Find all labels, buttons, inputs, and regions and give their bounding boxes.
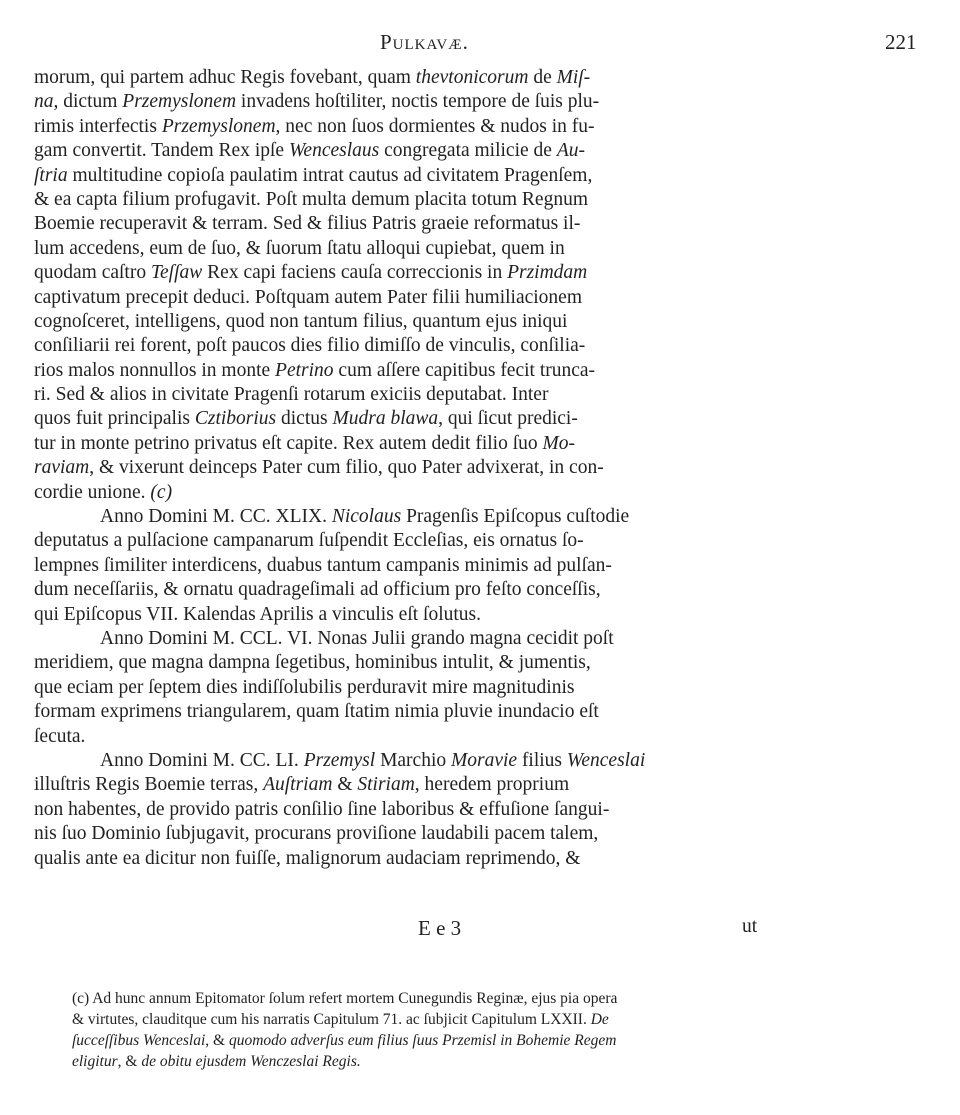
text-segment: deputatus a pulſacione campanarum ſuſpendit Eccleſias, eis ornatus ſo- [34,530,584,552]
text-segment: & ea capta filium profugavit. Poſt multa demum placita totum Regnum [34,188,589,210]
italic-text: de obitu ejusdem Wenczeslai Regis. [141,1053,361,1070]
text-line [34,286,824,310]
text-segment: Pragenſis Epiſcopus cuſtodie [401,506,630,528]
text-segment: captivatum precepit deduci. Poſtquam autem Pater filii humiliacionem [34,286,583,308]
text-line [34,261,824,285]
catchword: ut [742,916,758,937]
italic-text: Przemysl [303,749,376,771]
text-line [34,725,824,749]
signature-line [0,916,960,942]
text-segment: meridiem, que magna dampna ſegetibus, hominibus intulit, & jumentis, [34,652,591,674]
text-segment: dictus [276,408,333,430]
italic-text: Wenceslai [566,749,646,771]
signature-mark: E e 3 [418,916,462,940]
text-line [34,651,824,675]
italic-text: Moravie [451,749,518,771]
text-segment: conſiliarii rei forent, poſt paucos dies filio dimiſſo de vinculis, conſilia- [34,335,586,357]
text-line [34,847,824,871]
text-segment: , heredem proprium [414,774,570,796]
text-segment: Anno Domini M. CCL. VI. Nonas Julii grando magna cecidit poſt [100,627,614,649]
italic-text: Au- [556,140,585,162]
text-segment: lum accedens, eum de ſuo, & ſuorum ſtatu alloqui cupiebat, quem in [34,237,565,259]
text-segment: gam convertit. Tandem Rex ipſe [34,140,289,162]
text-segment: , dictum [53,91,123,113]
text-segment: ri. Sed & alios in civitate Pragenſi rotarum exiciis deputabat. Inter [34,384,549,406]
text-segment: , & vixerunt deinceps Pater cum filio, quo Pater advixerat, in con- [89,457,604,479]
italic-text: raviam [34,457,90,479]
footnote [72,988,832,1072]
italic-text: De [590,1011,609,1028]
footnote-line [72,1051,832,1072]
italic-text: Miſ- [556,67,591,88]
text-line [34,798,824,822]
italic-text: Przemyslonem [161,115,276,137]
text-line [34,554,824,578]
text-line [34,115,824,139]
main-text [34,66,824,871]
text-segment: qui Epiſcopus VII. Kalendas Aprilis a vinculis eſt ſolutus. [34,603,482,625]
text-line [34,359,824,383]
text-line [34,164,824,188]
text-line [34,188,824,212]
text-line [34,90,824,114]
text-line [34,407,824,431]
text-line [34,481,824,505]
text-line [34,237,824,261]
text-segment: Boemie recuperavit & terram. Sed & filius Patris graeie reformatus il- [34,213,581,235]
text-line [34,139,824,163]
text-line [34,603,824,627]
text-segment: Anno Domini M. CC. LI. [100,749,304,771]
text-segment: multitudine copioſa paulatim intrat cautus ad civitatem Pragenſem, [67,164,593,186]
text-line [34,700,824,724]
text-segment: invadens hoſtiliter, noctis tempore de ſuis plu- [236,91,600,113]
text-segment: cordie unione. [34,481,151,503]
text-segment: Marchio [375,749,451,771]
text-segment: tur in monte petrino privatus eſt capite. Rex autem dedit filio ſuo [34,432,543,454]
text-line [34,310,824,334]
text-segment: morum, qui partem adhuc Regis fovebant, quam [34,67,416,88]
italic-text: Przimdam [507,262,588,284]
italic-text: Cztiborius [194,408,277,430]
text-line [34,822,824,846]
running-title: Pulkavæ. [380,30,469,54]
text-segment: & virtutes, clauditque cum his narratis Capitulum 71. ac ſubjicit Capitulum LXXII. [72,1011,591,1028]
text-segment: (c) Ad hunc annum Epitomator ſolum refert mortem Cunegundis Reginæ, ejus pia opera [72,990,618,1007]
italic-text: Auſtriam [263,774,333,796]
italic-text: Wenceslaus [288,140,380,162]
text-line [34,432,824,456]
italic-text: Petrino [275,359,334,381]
text-segment: rios malos nonnullos in monte [34,359,276,381]
text-line [34,676,824,700]
italic-text: (c) [150,481,173,503]
italic-text: thevtonicorum [415,67,529,88]
text-segment: filius [517,749,567,771]
text-segment: que eciam per ſeptem dies indiſſolubilis perduravit mire magnitudinis [34,676,575,698]
footnote-line [72,1009,832,1030]
italic-text: eligitur [72,1053,118,1070]
text-line [34,529,824,553]
text-segment: congregata milicie de [379,140,557,162]
italic-text: Nicolaus [331,506,402,528]
text-segment: lempnes ſimiliter interdicens, duabus tantum campanis minimis ad pulſan- [34,554,612,576]
italic-text: na [34,91,54,113]
text-segment: , & [205,1032,229,1049]
text-segment: nis ſuo Dominio ſubjugavit, procurans proviſione laudabili pacem talem, [34,823,599,845]
italic-text: ſucceſſibus Wenceslai [72,1032,206,1049]
italic-text: Teſſaw [150,262,203,284]
text-segment: quos fuit principalis [34,408,195,430]
text-segment: , qui ſicut predici- [438,408,578,430]
text-line [34,578,824,602]
italic-text: Stiriam [357,774,415,796]
text-line [34,627,824,651]
text-segment: ſecuta. [34,725,86,747]
text-segment: cum aſſere capitibus fecit trunca- [333,359,596,381]
text-segment: cognoſceret, intelligens, quod non tantum filius, quantum ejus iniqui [34,310,568,332]
text-line [34,505,824,529]
text-line [34,749,824,773]
italic-text: ſtria [34,164,68,186]
text-line [34,383,824,407]
text-segment: Rex capi faciens cauſa correccionis in [202,262,508,284]
running-head [0,30,960,60]
italic-text: Mo- [542,432,576,454]
italic-text: Mudra blawa [332,408,439,430]
text-segment: dum neceſſariis, & ornatu quadrageſimali ad officium pro feſto conceſſis, [34,579,601,601]
text-segment: quodam caſtro [34,262,151,284]
text-line [34,66,824,90]
text-segment: rimis interfectis [34,115,162,137]
footnote-line [72,988,832,1009]
italic-text: quomodo adverſus eum filius ſuus Przemisl in Bohemie Regem [228,1032,617,1049]
text-segment: non habentes, de provido patris conſilio ſine laboribus & effuſione ſangui- [34,798,610,820]
text-segment: illuſtris Regis Boemie terras, [34,774,264,796]
text-segment: Anno Domini M. CC. XLIX. [100,506,332,528]
text-segment: formam exprimens triangularem, quam ſtatim nimia pluvie inundacio eſt [34,701,599,723]
text-segment: , & [117,1053,142,1070]
text-segment: qualis ante ea dicitur non fuiſſe, malignorum audaciam reprimendo, & [34,847,581,869]
text-segment: de [528,67,557,88]
text-segment: & [332,774,358,796]
footnote-line [72,1030,832,1051]
text-line [34,334,824,358]
text-line [34,212,824,236]
italic-text: Przemyslonem [122,91,237,113]
text-line [34,456,824,480]
text-segment: , nec non ſuos dormientes & nudos in fu- [275,115,595,137]
page-number: 221 [885,30,917,54]
text-line [34,773,824,797]
